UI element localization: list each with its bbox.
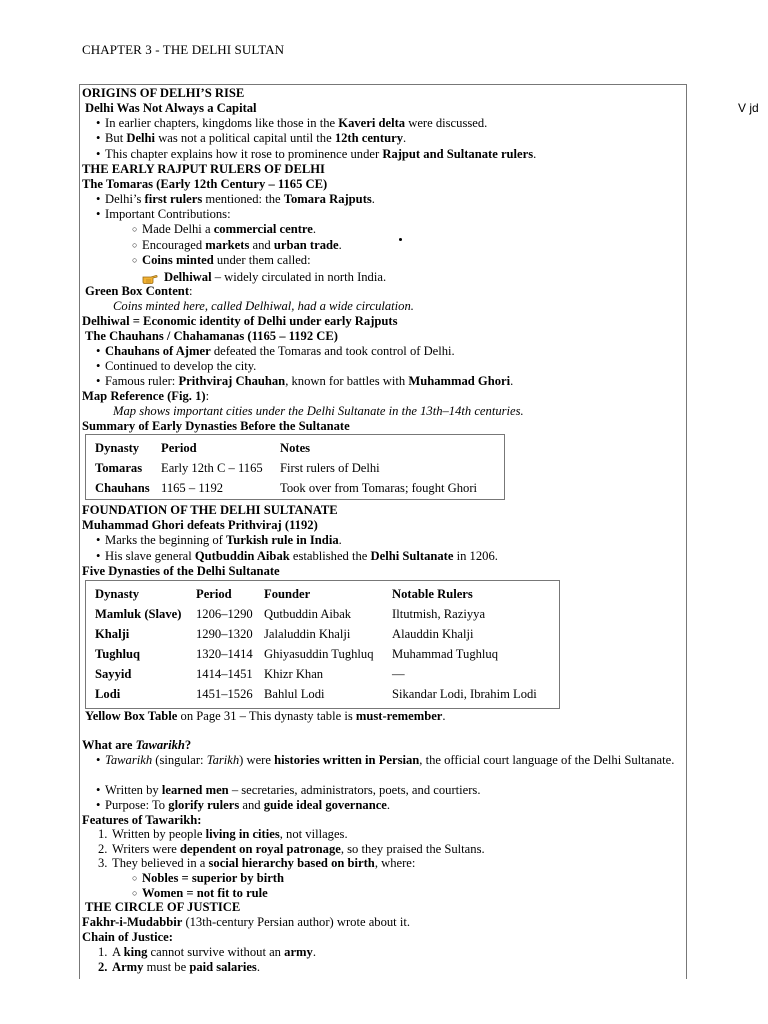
- subheading-five-dynasties: Five Dynasties of the Delhi Sultanate: [82, 564, 280, 578]
- table-header-cell: Notable Rulers: [392, 586, 473, 601]
- section-heading-origins: ORIGINS OF DELHI’S RISE: [82, 86, 245, 100]
- early-dynasties-table: [85, 434, 505, 500]
- table-row: [91, 684, 541, 704]
- table-cell: Alauddin Khalji: [392, 626, 474, 641]
- green-box-label: Green Box Content:: [85, 284, 193, 298]
- table-header-cell: Period: [196, 586, 232, 601]
- table-cell: Muhammad Tughluq: [392, 646, 499, 661]
- subheading-chauhans: The Chauhans / Chahamanas (1165 – 1192 CE): [85, 329, 338, 343]
- section-heading-justice: THE CIRCLE OF JUSTICE: [85, 900, 241, 914]
- table-row: [91, 664, 541, 684]
- table-header-cell: Period: [161, 440, 197, 455]
- bullet-item: • Chauhans of Ajmer defeated the Tomaras and took control of Delhi.: [82, 344, 455, 359]
- table-cell: 1165 – 1192: [161, 480, 224, 495]
- table-cell: Khalji: [95, 626, 130, 641]
- table-row: [91, 458, 481, 478]
- table-cell: Khizr Khan: [264, 666, 324, 681]
- table-cell: Qutbuddin Aibak: [264, 606, 352, 621]
- table-cell: Mamluk (Slave): [95, 606, 182, 621]
- sub-bullet-item: ○ Coins minted under them called:: [82, 253, 311, 268]
- table-cell: Chauhans: [95, 480, 150, 495]
- stray-dot: [399, 238, 402, 241]
- table-row: [91, 604, 541, 624]
- subheading-chain: Chain of Justice:: [82, 930, 173, 944]
- bullet-item: • Marks the beginning of Turkish rule in India.: [82, 533, 342, 548]
- table-cell: 1290–1320: [196, 626, 253, 641]
- bullet-item: • Important Contributions:: [82, 207, 231, 222]
- bullet-item: • Continued to develop the city.: [82, 359, 256, 374]
- subheading-tomaras: The Tomaras (Early 12th Century – 1165 CE): [82, 177, 328, 191]
- table-header-cell: Notes: [280, 440, 311, 455]
- numbered-item: 1. Written by people living in cities, not villages.: [98, 827, 348, 841]
- bullet-item: • Purpose: To glorify rulers and guide ideal governance.: [82, 798, 390, 813]
- bullet-item: • Famous ruler: Prithviraj Chauhan, known for battles with Muhammad Ghori.: [82, 374, 513, 389]
- yellow-box-note: Yellow Box Table on Page 31 – This dynasty table is must-remember.: [85, 709, 446, 723]
- numbered-item: 2. Army must be paid salaries.: [98, 960, 260, 974]
- table-cell: 1320–1414: [196, 646, 253, 661]
- section-heading-rajput: THE EARLY RAJPUT RULERS OF DELHI: [82, 162, 325, 176]
- subheading-features: Features of Tawarikh:: [82, 813, 202, 827]
- table-cell: Took over from Tomaras; fought Ghori: [280, 480, 478, 495]
- table-row: [91, 644, 541, 664]
- sub-bullet-item: ○ Encouraged markets and urban trade.: [82, 238, 342, 253]
- table-header-cell: Dynasty: [95, 586, 140, 601]
- table-cell: Sayyid: [95, 666, 132, 681]
- table-cell: Bahlul Lodi: [264, 686, 325, 701]
- subheading-summary: Summary of Early Dynasties Before the Sultanate: [82, 419, 350, 433]
- subheading-ghori: Muhammad Ghori defeats Prithviraj (1192): [82, 518, 318, 532]
- table-row: [91, 478, 481, 498]
- table-cell: —: [392, 666, 405, 681]
- section-heading-foundation: FOUNDATION OF THE DELHI SULTANATE: [82, 503, 338, 517]
- subheading-not-capital: Delhi Was Not Always a Capital: [85, 101, 257, 115]
- table-cell: Tughluq: [95, 646, 141, 661]
- table-cell: Iltutmish, Raziyya: [392, 606, 486, 621]
- subheading-tawarikh: What are Tawarikh?: [82, 738, 192, 752]
- bullet-item: • This chapter explains how it rose to prominence under Rajput and Sultanate rulers.: [82, 147, 536, 162]
- green-box-text: Coins minted here, called Delhiwal, had a wide circulation.: [113, 299, 414, 313]
- map-reference-label: Map Reference (Fig. 1):: [82, 389, 210, 403]
- table-header-cell: Founder: [264, 586, 311, 601]
- table-header-cell: Dynasty: [95, 440, 140, 455]
- table-cell: Jalaluddin Khalji: [264, 626, 351, 641]
- table-cell: Early 12th C – 1165: [161, 460, 263, 475]
- justice-intro: Fakhr-i-Mudabbir (13th-century Persian author) wrote about it.: [82, 915, 410, 929]
- bullet-item: • But Delhi was not a political capital until the 12th century.: [82, 131, 406, 146]
- table-cell: 1206–1290: [196, 606, 253, 621]
- table-cell: Ghiyasuddin Tughluq: [264, 646, 374, 661]
- table-cell: Tomaras: [95, 460, 143, 475]
- bullet-item: • His slave general Qutbuddin Aibak established the Delhi Sultanate in 1206.: [82, 549, 498, 564]
- table-row: [91, 624, 541, 644]
- numbered-item: 2. Writers were dependent on royal patronage, so they praised the Sultans.: [98, 842, 485, 856]
- bullet-item: • Delhi’s first rulers mentioned: the Tomara Rajputs.: [82, 192, 375, 207]
- table-cell: Sikandar Lodi, Ibrahim Lodi: [392, 686, 537, 701]
- numbered-item: 3. They believed in a social hierarchy based on birth, where:: [98, 856, 416, 870]
- bullet-item: • Tawarikh (singular: Tarikh) were histories written in Persian, the official court language of the Delhi Sultanate.: [82, 753, 695, 768]
- margin-note: V jd: [738, 101, 759, 115]
- bullet-item: • Written by learned men – secretaries, administrators, poets, and courtiers.: [82, 783, 480, 798]
- delhiwal-summary: Delhiwal = Economic identity of Delhi under early Rajputs: [82, 314, 398, 328]
- numbered-item: 1. A king cannot survive without an army.: [98, 945, 316, 959]
- table-cell: Lodi: [95, 686, 121, 701]
- pointing-hand-icon: [142, 272, 158, 284]
- table-cell: 1451–1526: [196, 686, 253, 701]
- table-cell: 1414–1451: [196, 666, 253, 681]
- map-reference-text: Map shows important cities under the Delhi Sultanate in the 13th–14th centuries.: [113, 404, 524, 418]
- chapter-title: CHAPTER 3 - THE DELHI SULTAN: [82, 42, 285, 57]
- sub-bullet-item: ○ Made Delhi a commercial centre.: [82, 222, 316, 237]
- pointing-hand-item: Delhiwal – widely circulated in north India.: [82, 270, 386, 285]
- table-cell: First rulers of Delhi: [280, 460, 380, 475]
- bullet-item: • In earlier chapters, kingdoms like those in the Kaveri delta were discussed.: [82, 116, 487, 131]
- sultanate-dynasties-table: [85, 580, 560, 709]
- sub-bullet-item: ○ Women = not fit to rule: [82, 886, 268, 901]
- sub-bullet-item: ○ Nobles = superior by birth: [82, 871, 284, 886]
